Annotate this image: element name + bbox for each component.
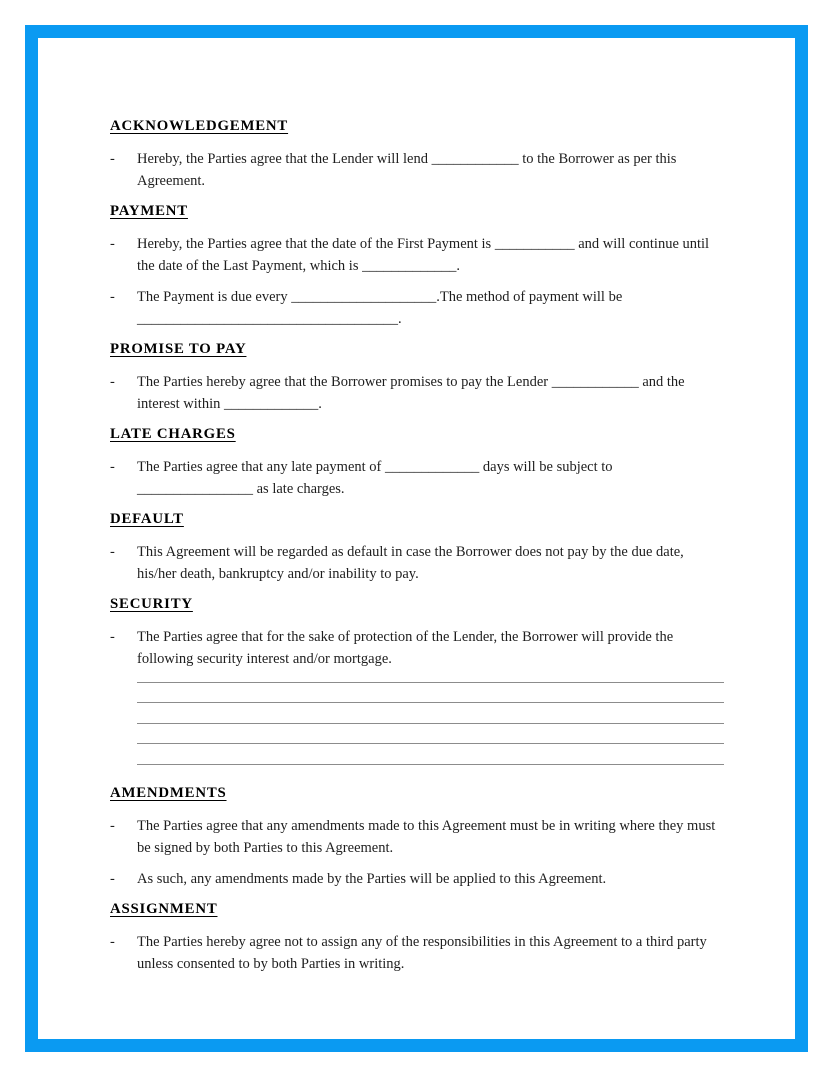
writing-line: [137, 683, 724, 704]
bullet-marker: -: [110, 629, 115, 645]
bullet-item: [110, 233, 724, 277]
bullet-item: [110, 456, 724, 500]
bullet-text: The Parties hereby agree that the Borrower promises to pay the Lender ____________ and the interest within _____________.: [137, 374, 685, 412]
bullet-marker: -: [110, 817, 115, 834]
bullet-text: The Parties agree that any late payment of _____________ days will be subject to ________________ as late charges.: [137, 459, 613, 497]
bullet-text: Hereby, the Parties agree that the Lender will lend ____________ to the Borrower as per this Agreement.: [137, 151, 677, 189]
section-heading-promise-to-pay: PROMISE TO PAY: [110, 341, 247, 357]
section-heading-amendments: AMENDMENTS: [110, 784, 227, 801]
bullet-text: The Parties agree that for the sake of protection of the Lender, the Borrower will provide the following security interest and/or mortgage.: [137, 629, 674, 667]
bullet-item: [110, 868, 724, 890]
writing-line: [137, 744, 724, 765]
bullet-text: As such, any amendments made by the Parties will be applied to this Agreement.: [137, 870, 607, 887]
writing-line: [137, 703, 724, 724]
bullet-text: The Payment is due every ____________________.The method of payment will be ____________________________________.: [137, 289, 623, 327]
writing-line: [137, 724, 724, 745]
bullet-marker: -: [110, 374, 115, 390]
document-content: [110, 116, 724, 984]
bullet-text: This Agreement will be regarded as default in case the Borrower does not pay by the due date, his/her death, bankruptcy and/or inability to pay.: [137, 544, 684, 582]
security-writing-lines: [137, 662, 724, 765]
section-heading-payment: PAYMENT: [110, 203, 188, 219]
bullet-text: The Parties hereby agree not to assign any of the responsibilities in this Agreement to a third party unless consented to by both Parties in writing.: [137, 933, 707, 972]
bullet-marker: -: [110, 151, 115, 167]
section-heading-security: SECURITY: [110, 596, 193, 612]
section-heading-acknowledgement: ACKNOWLEDGEMENT: [110, 118, 289, 134]
bullet-marker: -: [110, 870, 115, 887]
section-heading-assignment: ASSIGNMENT: [110, 900, 218, 917]
section-heading-default: DEFAULT: [110, 511, 184, 527]
bullet-item: [110, 815, 724, 859]
bullet-marker: -: [110, 459, 115, 475]
bullet-text: The Parties agree that any amendments made to this Agreement must be in writing where they must be signed by both Parties to this Agreement.: [137, 817, 716, 856]
bullet-item: [110, 541, 724, 585]
bullet-item: [110, 286, 724, 330]
bullet-item: [110, 626, 724, 670]
bullet-marker: -: [110, 933, 115, 950]
bullet-marker: -: [110, 544, 115, 560]
bullet-item: [110, 148, 724, 192]
bullet-marker: -: [110, 289, 115, 305]
bullet-text: Hereby, the Parties agree that the date of the First Payment is ___________ and will continue until the date of the Last Payment, which is _____________.: [137, 236, 710, 274]
bullet-item: [110, 931, 724, 975]
bullet-item: [110, 371, 724, 415]
section-heading-late-charges: LATE CHARGES: [110, 426, 236, 442]
bullet-marker: -: [110, 236, 115, 252]
